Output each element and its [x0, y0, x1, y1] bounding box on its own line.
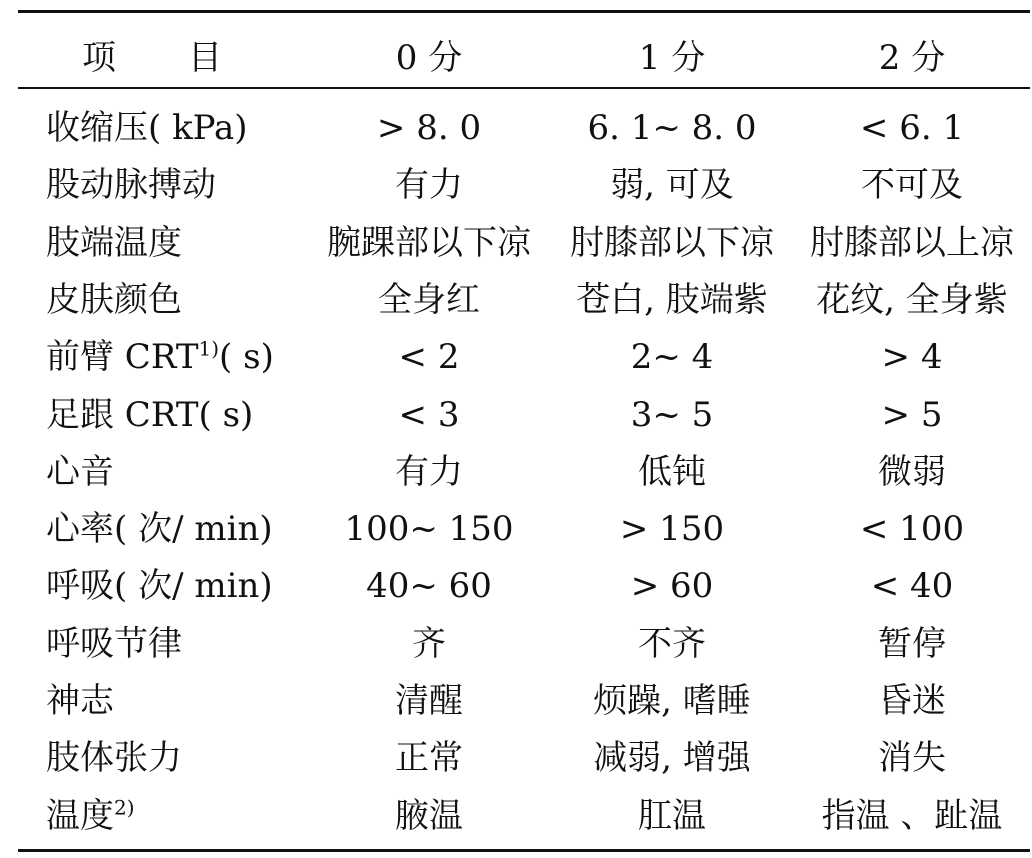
row-score-1: 弱, 可及	[610, 165, 734, 206]
table-header-rule	[18, 87, 1030, 89]
table-row	[0, 676, 1032, 726]
row-score-1: 不齐	[638, 623, 706, 664]
table-row	[0, 733, 1032, 783]
row-score-0: 正常	[395, 738, 463, 779]
row-score-2: 不可及	[861, 165, 963, 206]
table-row	[0, 504, 1032, 554]
row-score-1: > 60	[630, 566, 714, 607]
row-score-0: 腕踝部以下凉	[327, 222, 531, 263]
row-score-1: 减弱, 增强	[593, 738, 751, 779]
table-row	[0, 619, 1032, 669]
row-score-1: 3~ 5	[630, 394, 714, 435]
header-item-char-2: 目	[188, 38, 222, 78]
row-item-label: 温度	[46, 795, 114, 836]
row-score-0: 有力	[395, 451, 463, 492]
row-score-1: 2~ 4	[630, 337, 714, 378]
row-score-2: > 4	[881, 337, 943, 378]
row-score-1: 6. 1~ 8. 0	[587, 108, 757, 148]
row-score-2: 肘膝部以上凉	[810, 222, 1014, 263]
row-item-label: 足跟 CRT( s)	[46, 394, 254, 435]
row-item	[0, 279, 290, 320]
row-item-footnote-mark: 2)	[114, 795, 135, 820]
row-score-1: 肘膝部以下凉	[570, 222, 774, 263]
header-score-1: 1 分	[638, 38, 706, 78]
row-score-0: 有力	[395, 165, 463, 206]
row-item	[0, 165, 290, 206]
table-top-rule	[18, 10, 1030, 13]
table-header-row	[0, 28, 1032, 88]
row-item-label: 肢端温度	[46, 222, 182, 263]
row-item	[0, 509, 290, 550]
table-row	[0, 160, 1032, 210]
row-score-1: 肛温	[638, 795, 706, 836]
row-score-0: < 2	[398, 337, 460, 378]
row-score-2: 消失	[878, 738, 946, 779]
row-score-0: 全身红	[378, 279, 480, 320]
header-item	[0, 38, 290, 78]
row-item	[0, 566, 290, 607]
table-row	[0, 332, 1032, 382]
row-score-0: 清醒	[395, 681, 463, 721]
row-item	[0, 336, 290, 378]
table-row	[0, 390, 1032, 440]
row-item-label: 呼吸( 次/ min)	[46, 566, 273, 607]
table-row	[0, 275, 1032, 325]
row-score-2: < 40	[870, 566, 954, 607]
header-score-2: 2 分	[878, 38, 946, 78]
row-item	[0, 394, 290, 435]
row-item-label: 股动脉搏动	[46, 165, 216, 206]
row-item-label: 前臂 CRT	[46, 337, 199, 378]
row-item	[0, 451, 290, 492]
row-score-0: 腋温	[395, 795, 463, 836]
row-score-2: 花纹, 全身紫	[816, 279, 1008, 320]
row-score-1: 烦躁, 嗜睡	[593, 681, 751, 721]
row-item	[0, 681, 290, 721]
row-item-label: 心率( 次/ min)	[46, 509, 273, 550]
row-score-2: > 5	[881, 394, 943, 435]
row-score-0: < 3	[398, 394, 460, 435]
row-item-unit: ( s)	[219, 337, 274, 378]
row-item	[0, 738, 290, 779]
row-score-2: < 100	[859, 509, 965, 550]
row-score-1: 苍白, 肢端紫	[576, 279, 768, 320]
row-item	[0, 795, 290, 836]
row-item-label: 呼吸节律	[46, 623, 182, 664]
row-score-0: 40~ 60	[366, 566, 492, 607]
row-score-2: 昏迷	[878, 681, 946, 721]
row-item	[0, 222, 290, 263]
row-score-0: > 8. 0	[376, 108, 482, 148]
row-score-1: > 150	[619, 509, 725, 550]
row-score-0: 齐	[412, 623, 446, 664]
row-score-2: 微弱	[878, 451, 946, 492]
row-item-label: 神志	[46, 681, 114, 721]
table-row	[0, 791, 1032, 841]
table-row	[0, 561, 1032, 611]
row-score-1: 低钝	[638, 451, 706, 492]
row-score-0: 100~ 150	[344, 509, 514, 550]
row-score-2: < 6. 1	[859, 108, 965, 148]
table-bottom-rule	[18, 849, 1030, 852]
row-item	[0, 108, 290, 148]
header-item-char-1: 项	[82, 38, 116, 78]
row-score-2: 暂停	[878, 623, 946, 664]
row-item-label: 收缩压( kPa)	[46, 108, 248, 148]
row-item-footnote-mark: 1)	[198, 336, 220, 361]
row-item-label: 心音	[46, 451, 114, 492]
row-item	[0, 623, 290, 664]
header-score-0: 0 分	[395, 38, 463, 78]
row-score-2: 指温 、趾温	[821, 795, 1003, 836]
table-row	[0, 103, 1032, 153]
row-item-label: 肢体张力	[46, 738, 182, 779]
row-item-label: 皮肤颜色	[46, 279, 182, 320]
table-row	[0, 447, 1032, 497]
table-row	[0, 218, 1032, 268]
